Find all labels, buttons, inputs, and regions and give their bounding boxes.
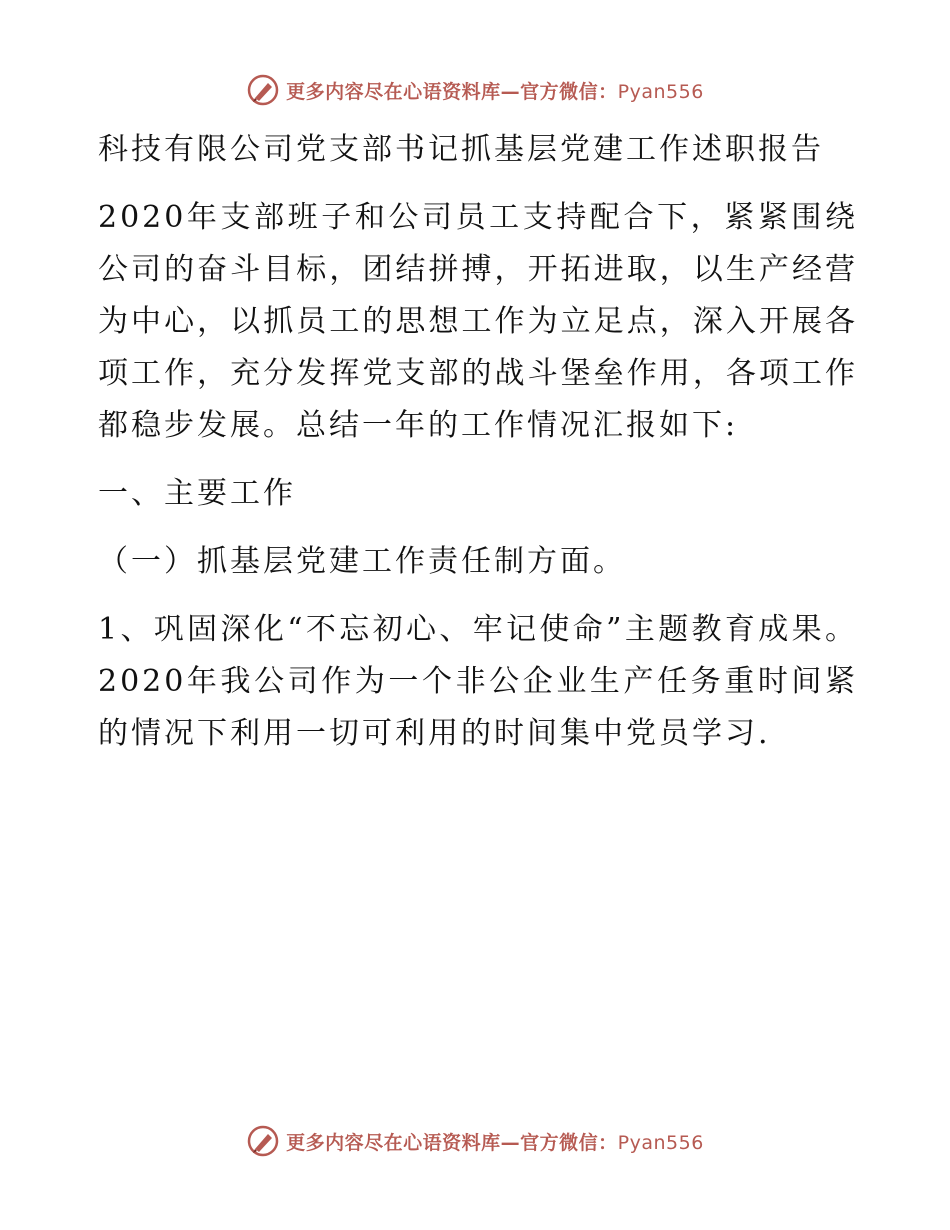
document-body	[98, 124, 858, 760]
intro-paragraph: 2020年支部班子和公司员工支持配合下，紧紧围绕公司的奋斗目标，团结拼搏，开拓进取，以生产经营为中心，以抓员工的思想工作为立足点，深入开展各项工作，充分发挥党支部的战斗堡垒作用，各项工作都稳步发展。总结一年的工作情况汇报如下:	[98, 200, 858, 443]
header-watermark	[0, 70, 950, 110]
section-heading: 一、主要工作	[98, 476, 296, 511]
subsection-heading: （一）抓基层党建工作责任制方面。	[98, 544, 626, 579]
document-title: 科技有限公司党支部书记抓基层党建工作述职报告	[98, 132, 824, 167]
watermark-wechat-id: Pyan556	[617, 80, 704, 103]
pen-logo-icon	[246, 73, 280, 107]
watermark-text: 更多内容尽在心语资料库—官方微信：Pyan556	[286, 80, 704, 103]
footer-watermark	[0, 1121, 950, 1161]
item-paragraph: 1、巩固深化“不忘初心、牢记使命”主题教育成果。2020年我公司作为一个非公企业生产任务重时间紧的情况下利用一切可利用的时间集中党员学习.	[98, 612, 858, 751]
watermark-text: 更多内容尽在心语资料库—官方微信：Pyan556	[286, 1131, 704, 1154]
watermark-wechat-id: Pyan556	[617, 1131, 704, 1154]
pen-logo-icon	[246, 1124, 280, 1158]
